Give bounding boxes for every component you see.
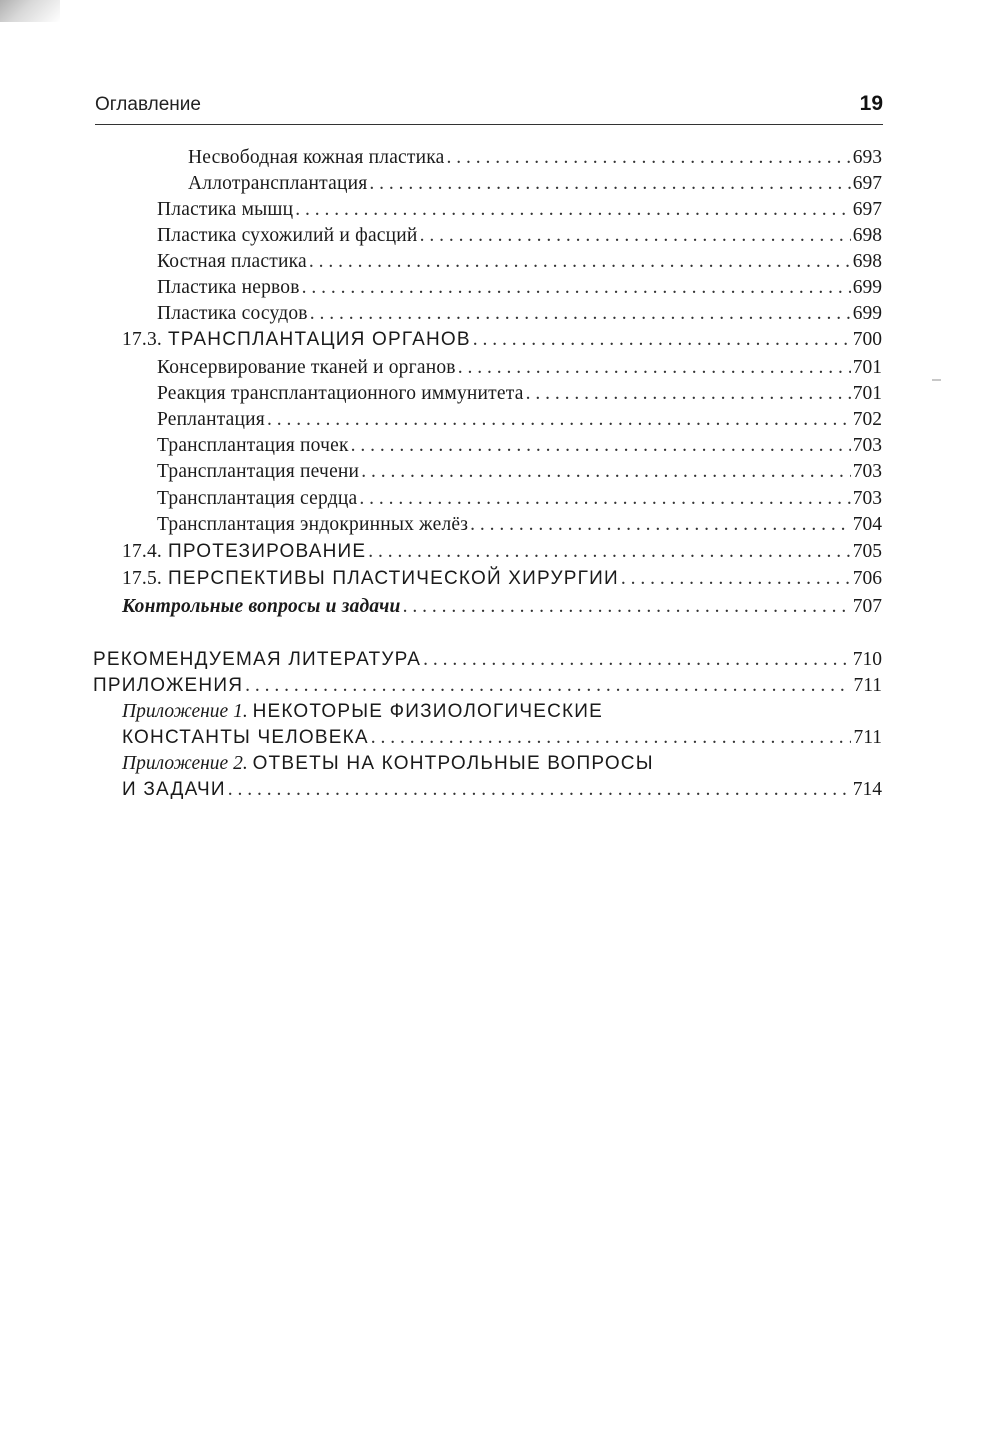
dot-leader (245, 673, 851, 699)
toc-entry-title: Консервирование тканей и органов (157, 357, 456, 378)
appendix-label: Приложение 2. (122, 753, 248, 774)
toc-chapter-entry[interactable] (93, 673, 882, 699)
toc-entry-page: 703 (852, 488, 882, 509)
toc-entry[interactable] (157, 197, 882, 223)
toc-entry-title: Трансплантация сердца (157, 488, 358, 509)
appendix-2-heading[interactable] (122, 751, 654, 777)
toc-entry-title: Контрольные вопросы и задачи (122, 596, 401, 617)
toc-entry-title: Пластика сосудов (157, 303, 308, 324)
appendix-2-entry[interactable] (122, 777, 882, 803)
toc-entry[interactable] (188, 171, 882, 197)
toc-entry[interactable] (188, 145, 882, 171)
toc-entry-page: 698 (852, 251, 882, 272)
toc-entry[interactable] (157, 381, 882, 407)
toc-entry-title: Трансплантация почек (157, 435, 349, 456)
toc-entry-page: 693 (852, 147, 882, 168)
toc-entry-title: Несвободная кожная пластика (188, 147, 445, 168)
toc-entry[interactable] (157, 459, 882, 485)
toc-entry-page: 714 (852, 779, 882, 800)
toc-entry-review-questions[interactable] (122, 594, 882, 620)
toc-entry[interactable] (157, 355, 882, 381)
dot-leader (369, 171, 850, 197)
toc-entry-page: 706 (852, 568, 882, 589)
toc-entry-page: 699 (852, 303, 882, 324)
dot-leader (621, 566, 851, 592)
toc-entry-page: 707 (852, 596, 882, 617)
dot-leader (420, 223, 851, 249)
running-title: Оглавление (95, 94, 201, 115)
section-number: 17.5. (122, 568, 162, 589)
dot-leader (403, 594, 851, 620)
toc-entry-page: 698 (852, 225, 882, 246)
dot-leader (526, 381, 851, 407)
scan-speck (932, 379, 941, 381)
toc-entry-title: ТРАНСПЛАНТАЦИЯ ОРГАНОВ (168, 329, 471, 350)
dot-leader (458, 355, 851, 381)
page-header (95, 92, 883, 124)
page-number: 19 (859, 92, 883, 115)
toc-entry-page: 700 (852, 329, 882, 350)
toc-entry-title: Реплантация (157, 409, 265, 430)
toc-entry-page: 705 (852, 541, 882, 562)
dot-leader (371, 725, 852, 751)
appendix-label: Приложение 1. (122, 701, 248, 722)
appendix-title-line1: НЕКОТОРЫЕ ФИЗИОЛОГИЧЕСКИЕ (252, 701, 604, 722)
toc-entry-page: 699 (852, 277, 882, 298)
toc-entry[interactable] (157, 486, 882, 512)
toc-entry-title: Реакция трансплантационного иммунитета (157, 383, 524, 404)
toc-entry-title: ПРИЛОЖЕНИЯ (93, 675, 244, 696)
dot-leader (473, 327, 851, 353)
toc-entry[interactable] (157, 301, 882, 327)
toc-entry[interactable] (157, 512, 882, 538)
toc-entry[interactable] (157, 275, 882, 301)
dot-leader (302, 275, 851, 301)
appendix-1-heading[interactable] (122, 699, 603, 725)
toc-entry-title: ПЕРСПЕКТИВЫ ПЛАСТИЧЕСКОЙ ХИРУРГИИ (168, 568, 619, 589)
toc-entry-page: 701 (852, 357, 882, 378)
toc-section-entry[interactable] (122, 327, 882, 353)
toc-entry-page: 702 (852, 409, 882, 430)
dot-leader (267, 407, 851, 433)
header-rule (95, 124, 883, 125)
appendix-title-line2: И ЗАДАЧИ (122, 779, 226, 800)
toc-section-entry[interactable] (122, 539, 882, 565)
toc-entry[interactable] (157, 433, 882, 459)
dot-leader (359, 486, 850, 512)
toc-entry-title: Пластика мышц (157, 199, 294, 220)
toc-entry-title: Костная пластика (157, 251, 307, 272)
toc-entry-title: Пластика сухожилий и фасций (157, 225, 418, 246)
dot-leader (423, 647, 851, 673)
toc-entry-page: 710 (852, 649, 882, 670)
dot-leader (361, 459, 851, 485)
toc-entry-page: 704 (852, 514, 882, 535)
toc-entry-title: РЕКОМЕНДУЕМАЯ ЛИТЕРАТУРА (93, 649, 422, 670)
appendix-title-line1: ОТВЕТЫ НА КОНТРОЛЬНЫЕ ВОПРОСЫ (252, 753, 654, 774)
section-number: 17.4. (122, 541, 162, 562)
toc-entry-title: ПРОТЕЗИРОВАНИЕ (168, 541, 367, 562)
toc-entry[interactable] (157, 249, 882, 275)
toc-entry-title: Трансплантация печени (157, 461, 360, 482)
dot-leader (295, 197, 850, 223)
dot-leader (228, 777, 851, 803)
toc-entry-page: 703 (852, 461, 882, 482)
dot-leader (470, 512, 851, 538)
dot-leader (351, 433, 851, 459)
appendix-title-line2: КОНСТАНТЫ ЧЕЛОВЕКА (122, 727, 369, 748)
scan-corner-shadow (0, 0, 60, 22)
toc-entry-title: Аллотрансплантация (188, 173, 368, 194)
toc-section-entry[interactable] (122, 566, 882, 592)
toc-entry-page: 711 (853, 727, 882, 748)
dot-leader (368, 539, 850, 565)
toc-entry-title: Пластика нервов (157, 277, 300, 298)
dot-leader (310, 301, 851, 327)
toc-entry-title: Трансплантация эндокринных желёз (157, 514, 469, 535)
section-number: 17.3. (122, 329, 162, 350)
dot-leader (309, 249, 851, 275)
toc-entry-page: 703 (852, 435, 882, 456)
toc-entry[interactable] (157, 223, 882, 249)
toc-chapter-entry[interactable] (93, 647, 882, 673)
appendix-1-entry[interactable] (122, 725, 882, 751)
toc-entry-page: 701 (852, 383, 882, 404)
toc-entry[interactable] (157, 407, 882, 433)
toc-entry-page: 711 (853, 675, 882, 696)
dot-leader (447, 145, 851, 171)
toc-entry-page: 697 (852, 173, 882, 194)
toc-entry-page: 697 (852, 199, 882, 220)
